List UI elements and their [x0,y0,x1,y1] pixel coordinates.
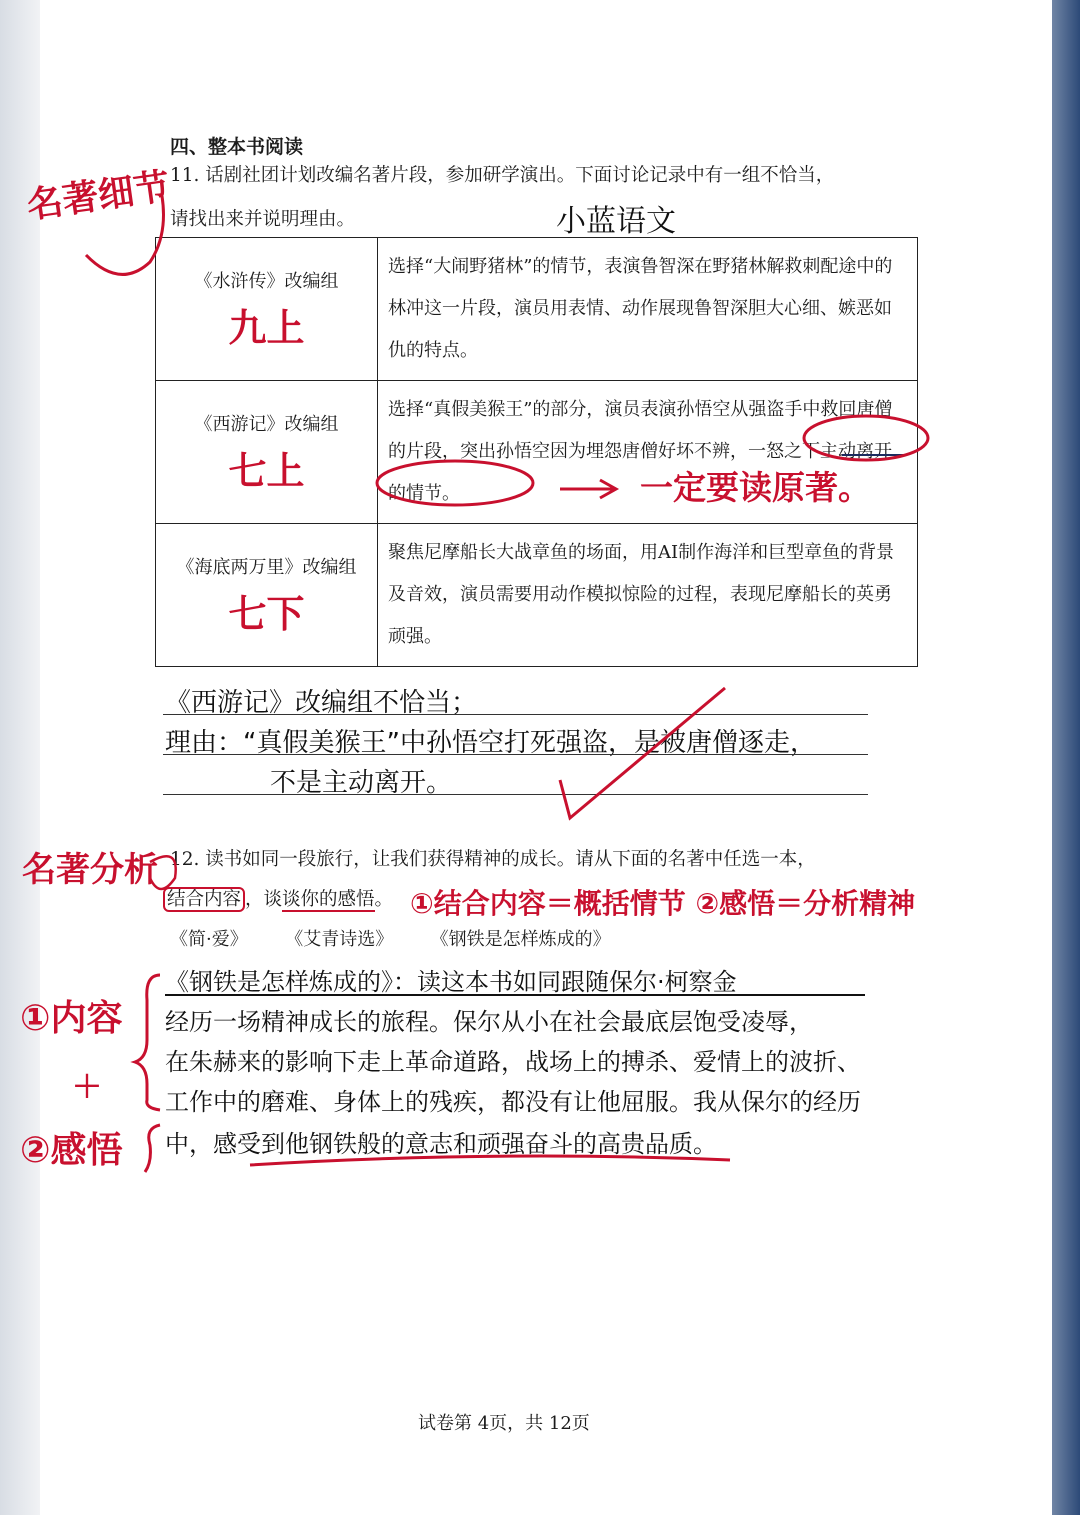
annotation-xiaolan-yuwen: 小蓝语文 [556,204,676,239]
arrow-mark [560,480,616,498]
q11-stem-line2: 请找出来并说明理由。 [170,209,356,230]
q11-stem-line1: 11. 话剧社团计划改编名著片段，参加研学演出。下面讨论记录中有一组不恰当， [170,165,835,186]
group-name: 《水浒传》改编组 [194,270,339,292]
page-footer: 试卷第 4页，共 12页 [418,1413,590,1434]
q11-answer-line2: 理由：“真假美猴王”中孙悟空打死强盗，是被唐僧逐走， [165,728,816,758]
grade-note: 七上 [228,448,305,493]
annotation-ganwu-label: ②感悟 [20,1130,123,1171]
grade-note: 九上 [228,305,305,350]
desc-cell: 选择“真假美猴王”的部分，演员表演孙悟空从强盗手中救回唐僧的片段，突出孙悟空因为埋怨唐僧好坏不辨，一怒之下主动离开的情节。 [378,381,918,524]
desc-cell: 选择“大闹野猪林”的情节，表演鲁智深在野猪林解救刺配途中的林冲这一片段，演员用表情、动作展现鲁智深胆大心细、嫉恶如仇的特点。 [378,238,918,381]
q12-answer-line: 中，感受到他钢铁般的意志和顽强奋斗的高贵品质。 [165,1130,717,1158]
q12-answer-line: 在朱赫来的影响下走上革命道路，战场上的搏杀、爱情上的波折、 [165,1048,861,1076]
circle-mark [804,416,928,460]
annotation-mingzhu-xijie: 名著细节 [24,166,173,227]
section-heading: 四、整本书阅读 [170,136,304,158]
q12-answer-line: 经历一场精神成长的旅程。保尔从小在社会最底层饱受凌辱， [165,1008,813,1036]
q12-stem-line1: 12. 读书如同一段旅行，让我们获得精神的成长。请从下面的名著中任选一本， [170,849,816,870]
boxed-keyword: 结合内容 [163,887,245,912]
book-option: 《简·爱》 [170,929,248,950]
circle-mark [377,461,533,505]
group-name: 《海底两万里》改编组 [176,556,357,578]
grade-note: 七下 [228,591,305,636]
q11-answer-line3: 不是主动离开。 [270,768,453,798]
annotation-must-read: 一定要读原著。 [640,468,871,507]
underlined-keyword: 谈你的感悟 [282,889,375,910]
annotation-mingzhu-fenxi: 名著分析 [22,850,158,890]
annotation-formula: ①结合内容＝概括情节 ②感悟＝分析精神 [410,887,916,920]
group-name: 《西游记》改编组 [194,413,339,435]
underline-mark [250,1156,730,1165]
q12-answer-line: 工作中的磨难、身体上的残疾，都没有让他屈服。我从保尔的经历 [165,1088,861,1116]
q11-answer-line1: 《西游记》改编组不恰当； [165,688,478,718]
annotation-content-label: ①内容 [20,998,123,1039]
desc-cell: 聚焦尼摩船长大战章鱼的场面，用AI制作海洋和巨型章鱼的背景及音效，演员需要用动作模拟惊险的过程，表现尼摩船长的英勇顽强。 [378,524,918,667]
brace-mark [145,1125,160,1172]
circle-mark [150,856,176,889]
brace-mark [135,975,160,1110]
q12-answer-line: 《钢铁是怎样炼成的》：读这本书如同跟随保尔·柯察金 [165,968,737,996]
annotation-plus: ＋ [72,1070,102,1105]
hook-mark [86,196,164,274]
stem-end: 。 [374,889,394,910]
stem-sep: ，谈 [245,889,283,910]
book-option: 《艾青诗选》 [285,929,394,950]
check-mark [560,688,725,818]
book-option: 《钢铁是怎样炼成的》 [430,929,611,950]
